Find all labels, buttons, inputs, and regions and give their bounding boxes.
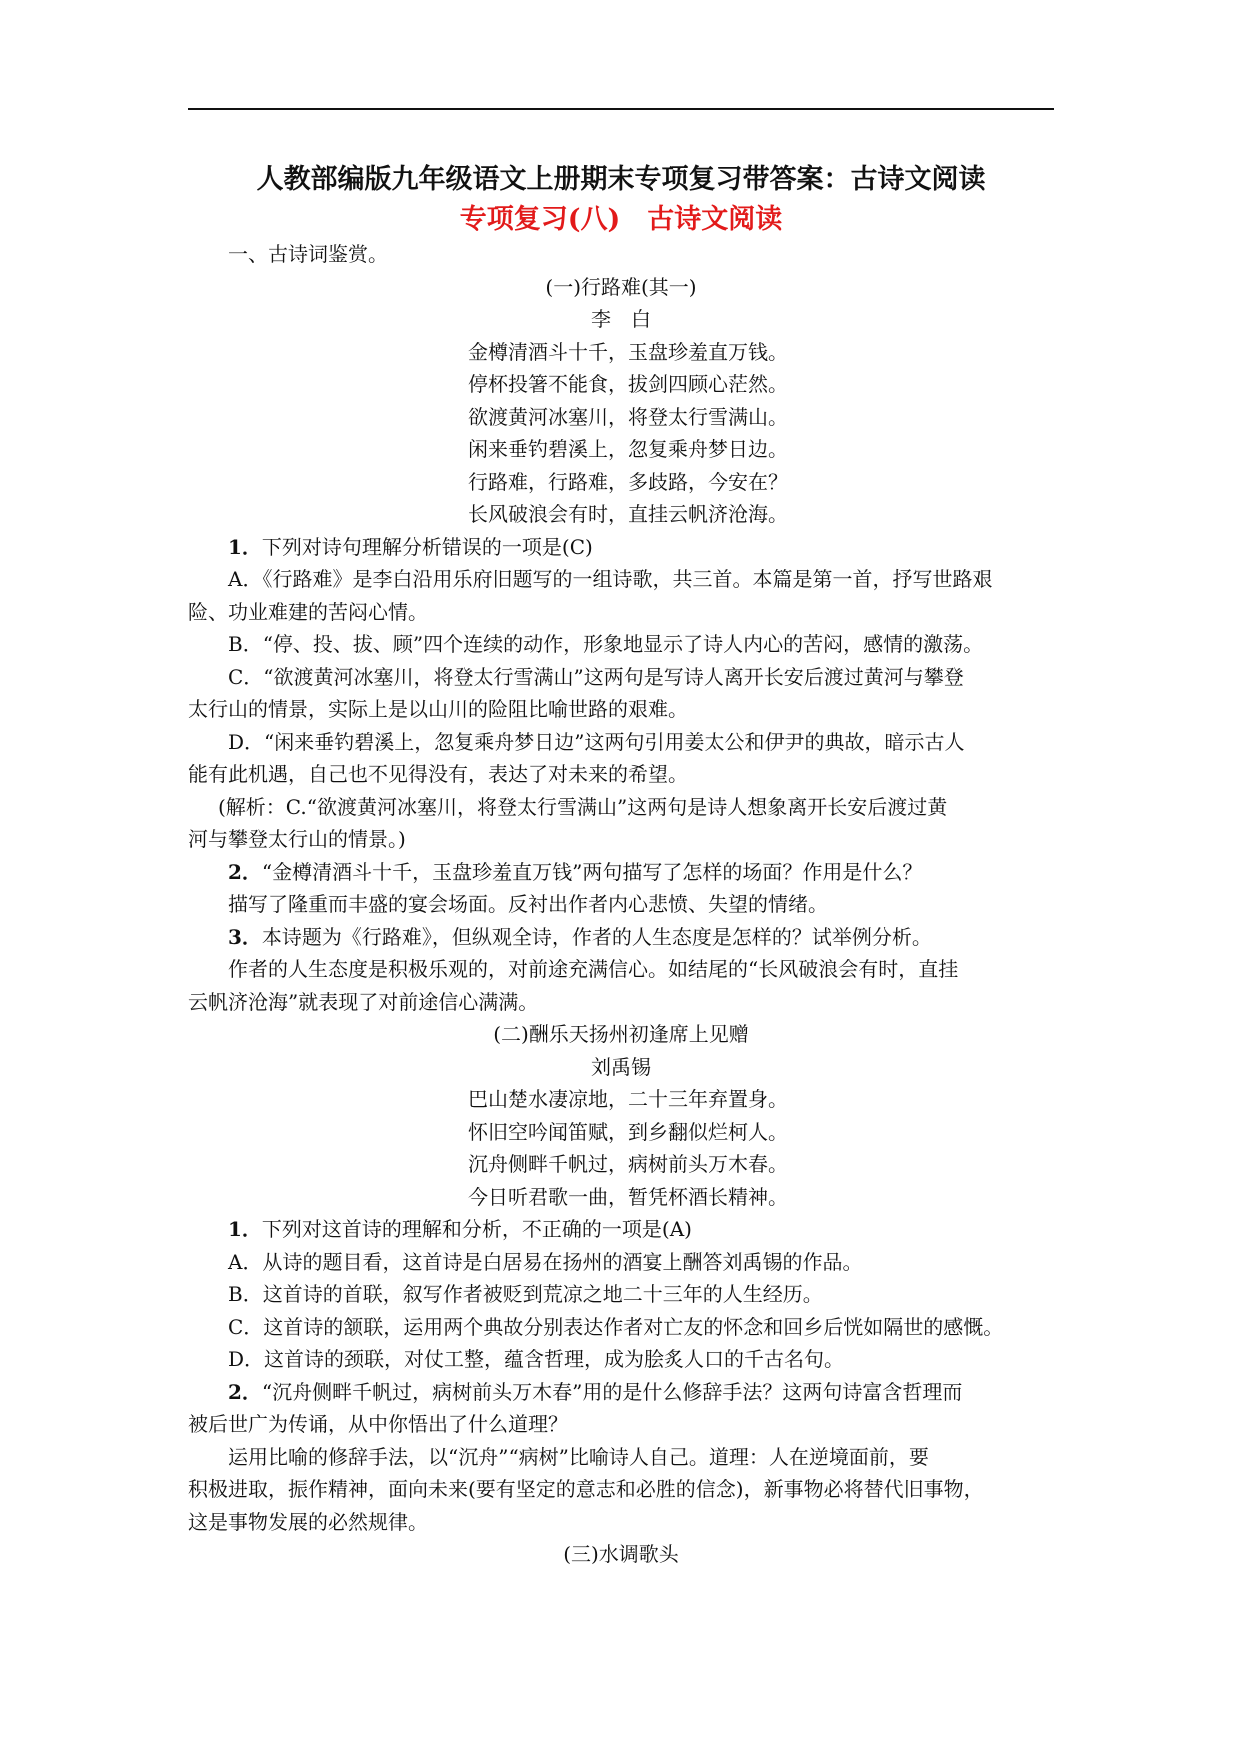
poem2-author: 刘禹锡 bbox=[591, 1054, 651, 1079]
document-content bbox=[188, 162, 1054, 1571]
poem2-question-1 bbox=[188, 1213, 1054, 1246]
question-number: 1． bbox=[228, 1217, 262, 1241]
poem3-title: (三)水调歌头 bbox=[563, 1542, 679, 1566]
analysis-line: 河与攀登太行山的情景。) bbox=[188, 827, 406, 851]
poem1-line: 行路难，行路难，多歧路，今安在？ bbox=[468, 469, 788, 494]
answer-line: 运用比喻的修辞手法，以“沉舟”“病树”比喻诗人自己。道理：人在逆境面前，要 bbox=[228, 1444, 929, 1469]
answer-line: 描写了隆重而丰盛的宴会场面。反衬出作者内心悲愤、失望的情绪。 bbox=[228, 892, 828, 916]
question-text: 下列对诗句理解分析错误的一项是(C) bbox=[261, 534, 593, 559]
poem1-question-3 bbox=[188, 921, 1054, 954]
poem2-line: 怀旧空吟闻笛赋，到乡翻似烂柯人。 bbox=[468, 1119, 788, 1144]
question-text: 被后世广为传诵，从中你悟出了什么道理？ bbox=[188, 1412, 568, 1436]
option-line: B．这首诗的首联，叙写作者被贬到荒凉之地二十三年的人生经历。 bbox=[228, 1282, 823, 1306]
poem1-title: (一)行路难(其一) bbox=[545, 274, 697, 299]
option-line: A．从诗的题目看，这首诗是白居易在扬州的酒宴上酬答刘禹锡的作品。 bbox=[228, 1249, 863, 1274]
question-number: 2． bbox=[228, 859, 262, 884]
poem1-line: 金樽清酒斗十千，玉盘珍羞直万钱。 bbox=[468, 339, 788, 364]
option-line: A．《行路难》是李白沿用乐府旧题写的一组诗歌，共三首。本篇是第一首，抒写世路艰 bbox=[228, 567, 993, 591]
poem2-line: 今日听君歌一曲，暂凭杯酒长精神。 bbox=[468, 1184, 788, 1209]
option-line: 险、功业难建的苦闷心情。 bbox=[188, 599, 428, 624]
option-line: C．这首诗的颔联，运用两个典故分别表达作者对亡友的怀念和回乡后恍如隔世的感慨。 bbox=[228, 1314, 1004, 1339]
question-number: 3． bbox=[228, 924, 262, 949]
poem1-line: 长风破浪会有时，直挂云帆济沧海。 bbox=[468, 502, 788, 526]
option-line: D．这首诗的颈联，对仗工整，蕴含哲理，成为脍炙人口的千古名句。 bbox=[228, 1347, 845, 1371]
answer-line: 云帆济沧海”就表现了对前途信心满满。 bbox=[188, 989, 539, 1014]
option-line: D．“闲来垂钓碧溪上，忽复乘舟梦日边”这两句引用姜太公和伊尹的典故，暗示古人 bbox=[228, 729, 965, 754]
question-text: “金樽清酒斗十千，玉盘珍羞直万钱”两句描写了怎样的场面？作用是什么？ bbox=[261, 859, 923, 884]
section-heading: 一、古诗词鉴赏。 bbox=[228, 242, 388, 266]
poem1-line: 闲来垂钓碧溪上，忽复乘舟梦日边。 bbox=[468, 437, 788, 461]
header-rule bbox=[188, 108, 1054, 110]
poem2-line: 巴山楚水凄凉地，二十三年弃置身。 bbox=[468, 1087, 788, 1111]
analysis-line: (解析：C.“欲渡黄河冰塞川，将登太行雪满山”这两句是诗人想象离开长安后渡过黄 bbox=[218, 794, 948, 819]
question-text: 本诗题为《行路难》，但纵观全诗，作者的人生态度是怎样的？试举例分析。 bbox=[261, 924, 932, 949]
poem1-line: 欲渡黄河冰塞川，将登太行雪满山。 bbox=[468, 404, 788, 429]
poem2-title: (二)酬乐天扬州初逢席上见赠 bbox=[493, 1022, 749, 1046]
poem1-question-1 bbox=[188, 531, 1054, 564]
poem1-question-2 bbox=[188, 856, 1054, 889]
answer-line: 积极进取，振作精神，面向未来(要有坚定的意志和必胜的信念)，新事物必将替代旧事物， bbox=[188, 1477, 984, 1501]
option-line: 能有此机遇，自己也不见得没有，表达了对未来的希望。 bbox=[188, 762, 688, 786]
question-text: “沉舟侧畔千帆过，病树前头万木春”用的是什么修辞手法？这两句诗富含哲理而 bbox=[261, 1379, 963, 1404]
answer-line: 作者的人生态度是积极乐观的，对前途充满信心。如结尾的“长风破浪会有时，直挂 bbox=[228, 957, 959, 981]
poem2-line: 沉舟侧畔千帆过，病树前头万木春。 bbox=[468, 1152, 788, 1176]
question-number: 2． bbox=[228, 1379, 262, 1404]
question-text: 下列对这首诗的理解和分析，不正确的一项是(A) bbox=[261, 1217, 692, 1241]
answer-line: 这是事物发展的必然规律。 bbox=[188, 1509, 428, 1534]
poem1-line: 停杯投箸不能食，拔剑四顾心茫然。 bbox=[468, 372, 788, 396]
question-number: 1． bbox=[228, 534, 262, 559]
poem2-question-2 bbox=[188, 1376, 1054, 1409]
document-title: 人教部编版九年级语文上册期末专项复习带答案：古诗文阅读 bbox=[256, 164, 986, 195]
option-line: B．“停、投、拔、顾”四个连续的动作，形象地显示了诗人内心的苦闷，感情的激荡。 bbox=[228, 632, 984, 656]
poem1-author: 李 白 bbox=[591, 307, 651, 331]
option-line: C．“欲渡黄河冰塞川，将登太行雪满山”这两句是写诗人离开长安后渡过黄河与攀登 bbox=[228, 664, 964, 689]
document-subtitle: 专项复习(八) 古诗文阅读 bbox=[459, 204, 783, 235]
option-line: 太行山的情景，实际上是以山川的险阻比喻世路的艰难。 bbox=[188, 697, 688, 721]
